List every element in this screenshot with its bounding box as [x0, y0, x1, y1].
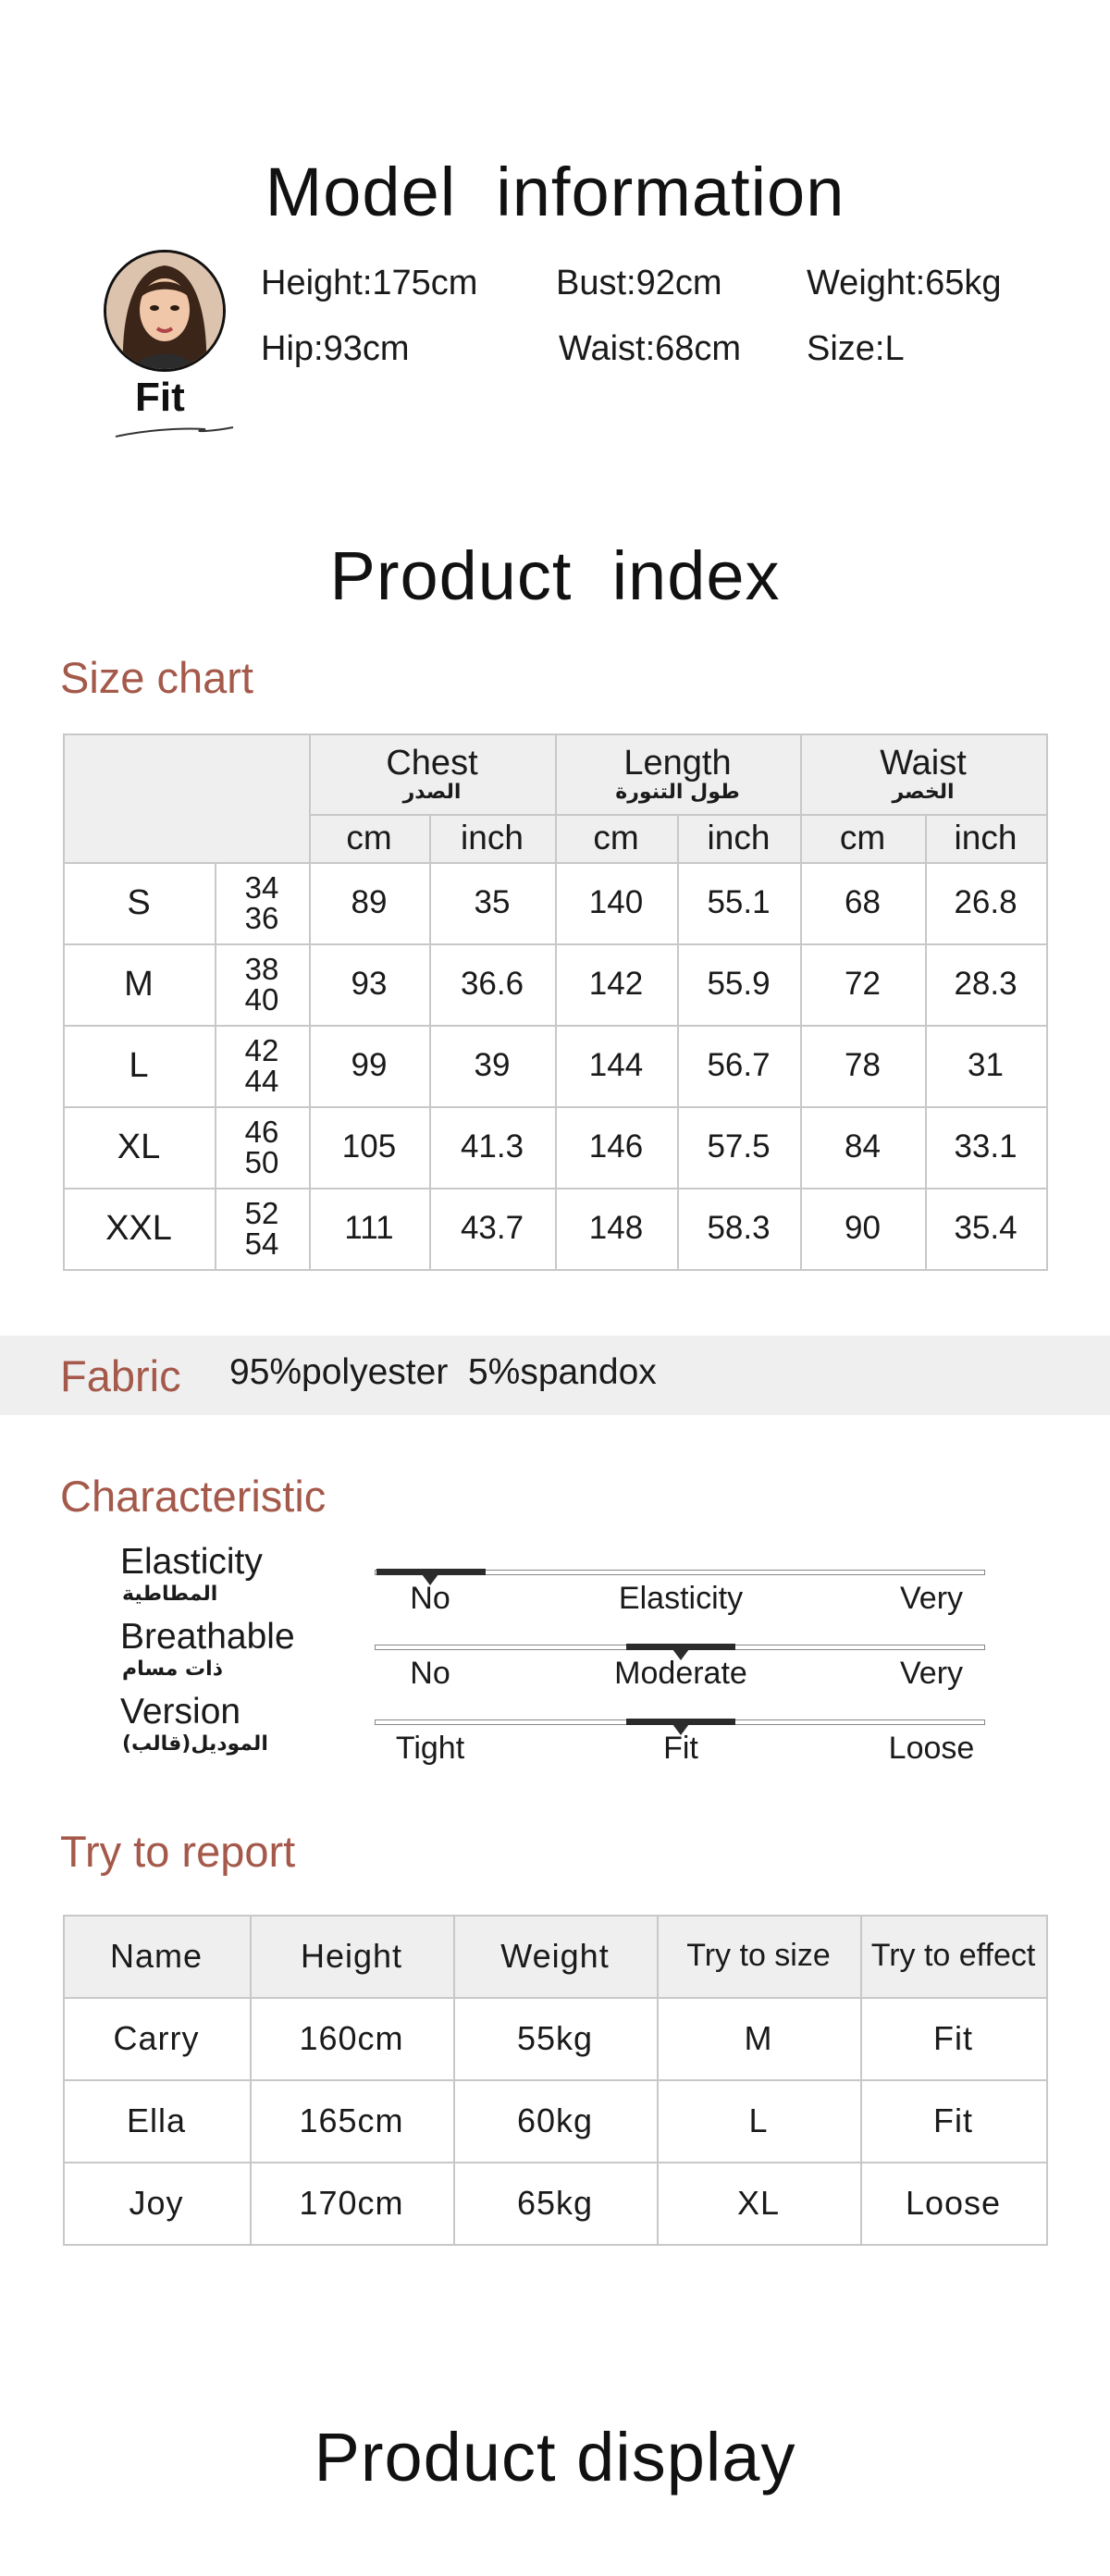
- table-cell: 99: [351, 1047, 388, 1083]
- unit-header: cm: [346, 819, 392, 857]
- characteristic-label: Elasticity: [120, 1542, 263, 1582]
- characteristic-heading: Characteristic: [60, 1472, 327, 1521]
- table-cell: 146: [588, 1128, 644, 1165]
- measure-group-label: Chest: [386, 743, 478, 783]
- model-waist: Waist:68cm: [559, 329, 742, 368]
- unit-header: inch: [954, 819, 1018, 857]
- table-cell: 140: [588, 884, 644, 920]
- report-cell: 165cm: [299, 2101, 404, 2139]
- table-cell: 41.3: [460, 1128, 524, 1165]
- report-cell: 170cm: [299, 2183, 404, 2222]
- report-header-cell: Weight: [500, 1936, 610, 1975]
- model-size: Size:L: [807, 329, 905, 368]
- table-cell: 111: [344, 1210, 394, 1246]
- characteristic-label-arabic: الموديل(قالب): [122, 1732, 268, 1756]
- model-hip: Hip:93cm: [261, 329, 410, 368]
- table-cell: 39: [474, 1047, 511, 1083]
- characteristic-tick-label: Tight: [395, 1731, 465, 1766]
- report-cell: 65kg: [516, 2183, 594, 2222]
- unit-header: inch: [461, 819, 524, 857]
- report-header-cell: Height: [300, 1936, 403, 1975]
- table-cell: 26.8: [954, 884, 1018, 920]
- fit-logo-text: Fit: [135, 375, 185, 420]
- characteristic-tick-label: Fit: [663, 1731, 698, 1766]
- unit-header: inch: [707, 819, 771, 857]
- measure-group-label-arabic: طول التنورة: [615, 780, 740, 804]
- report-cell: Ella: [126, 2101, 187, 2139]
- table-cell: 72: [845, 966, 881, 1002]
- characteristic-tick-label: Very: [899, 1581, 964, 1616]
- table-cell: 78: [845, 1047, 881, 1083]
- model-info-title: Model information: [265, 154, 845, 230]
- report-cell: Joy: [129, 2183, 184, 2222]
- report-cell: L: [748, 2101, 769, 2139]
- characteristic-label: Version: [120, 1692, 241, 1732]
- try-report-heading: Try to report: [60, 1827, 296, 1876]
- size-number: 34: [244, 870, 279, 905]
- report-cell: 60kg: [516, 2101, 594, 2139]
- model-height: Height:175cm: [261, 264, 478, 302]
- report-header-cell: Try to size: [686, 1938, 831, 1973]
- table-cell: 28.3: [954, 966, 1018, 1002]
- table-cell: 84: [845, 1128, 881, 1165]
- size-label: XL: [117, 1127, 161, 1166]
- table-cell: 58.3: [707, 1210, 771, 1246]
- table-cell: 55.1: [707, 884, 771, 920]
- table-cell: 148: [588, 1210, 644, 1246]
- unit-header: cm: [839, 819, 886, 857]
- table-cell: 90: [845, 1210, 881, 1246]
- table-cell: 35.4: [954, 1210, 1018, 1246]
- size-number: 52: [244, 1196, 279, 1230]
- characteristic-tick-label: No: [410, 1656, 450, 1691]
- characteristic-tick-label: Very: [899, 1656, 964, 1691]
- measure-group-label: Length: [623, 743, 732, 783]
- unit-header: cm: [593, 819, 639, 857]
- characteristic-label-arabic: المطاطية: [122, 1583, 218, 1606]
- size-number: 50: [244, 1145, 279, 1179]
- fabric-label: Fabric: [60, 1351, 181, 1400]
- report-cell: XL: [736, 2183, 781, 2222]
- report-cell: Fit: [933, 2101, 973, 2139]
- size-label: M: [124, 964, 154, 1004]
- report-cell: Fit: [933, 2018, 973, 2057]
- size-number: 54: [244, 1226, 279, 1261]
- size-number: 38: [244, 952, 279, 986]
- table-cell: 89: [351, 884, 388, 920]
- table-cell: 33.1: [954, 1128, 1018, 1165]
- report-row-line: [63, 2244, 1048, 2246]
- table-cell: 105: [341, 1128, 397, 1165]
- table-cell: 57.5: [707, 1128, 771, 1165]
- report-cell: Carry: [113, 2018, 200, 2057]
- report-cell: Loose: [905, 2183, 1002, 2222]
- measure-group-label-arabic: الصدر: [402, 780, 462, 804]
- report-col-line: [1046, 1915, 1048, 2244]
- characteristic-label-arabic: ذات مسام: [122, 1658, 223, 1681]
- size-number: 44: [244, 1064, 279, 1098]
- table-cell: 36.6: [460, 966, 524, 1002]
- table-cell: 142: [588, 966, 644, 1002]
- size-label: L: [129, 1045, 149, 1085]
- table-cell: 68: [845, 884, 881, 920]
- characteristic-tick-label: No: [410, 1581, 450, 1616]
- characteristic-tick-label: Loose: [888, 1731, 975, 1766]
- characteristic-tick-label: Elasticity: [618, 1581, 744, 1616]
- model-weight: Weight:65kg: [807, 264, 1002, 302]
- table-cell: 55.9: [707, 966, 771, 1002]
- size-number: 36: [244, 901, 279, 935]
- characteristic-tick-label: Moderate: [614, 1656, 747, 1691]
- size-number: 46: [244, 1115, 279, 1149]
- table-cell: 144: [588, 1047, 644, 1083]
- size-label: XXL: [105, 1208, 172, 1248]
- table-cell: 93: [351, 966, 388, 1002]
- size-chart-heading: Size chart: [60, 653, 253, 702]
- fabric-value: 95%polyester 5%spandox: [229, 1352, 657, 1392]
- product-index-title: Product index: [329, 537, 781, 614]
- size-number: 42: [244, 1033, 279, 1067]
- product-display-title: Product display: [314, 2419, 796, 2496]
- table-cell: 43.7: [460, 1210, 524, 1246]
- report-cell: M: [744, 2018, 773, 2057]
- characteristic-label: Breathable: [120, 1617, 295, 1657]
- report-cell: 55kg: [516, 2018, 594, 2057]
- model-bust: Bust:92cm: [556, 264, 722, 302]
- measure-group-label: Waist: [880, 743, 967, 783]
- table-cell: 31: [968, 1047, 1004, 1083]
- report-header-cell: Try to effect: [870, 1938, 1036, 1973]
- report-cell: 160cm: [299, 2018, 404, 2057]
- size-number: 40: [244, 982, 279, 1017]
- size-label: S: [127, 882, 151, 922]
- table-cell: 56.7: [707, 1047, 771, 1083]
- report-header-cell: Name: [109, 1936, 204, 1975]
- measure-group-label-arabic: الخصر: [892, 780, 955, 804]
- table-cell: 35: [474, 884, 511, 920]
